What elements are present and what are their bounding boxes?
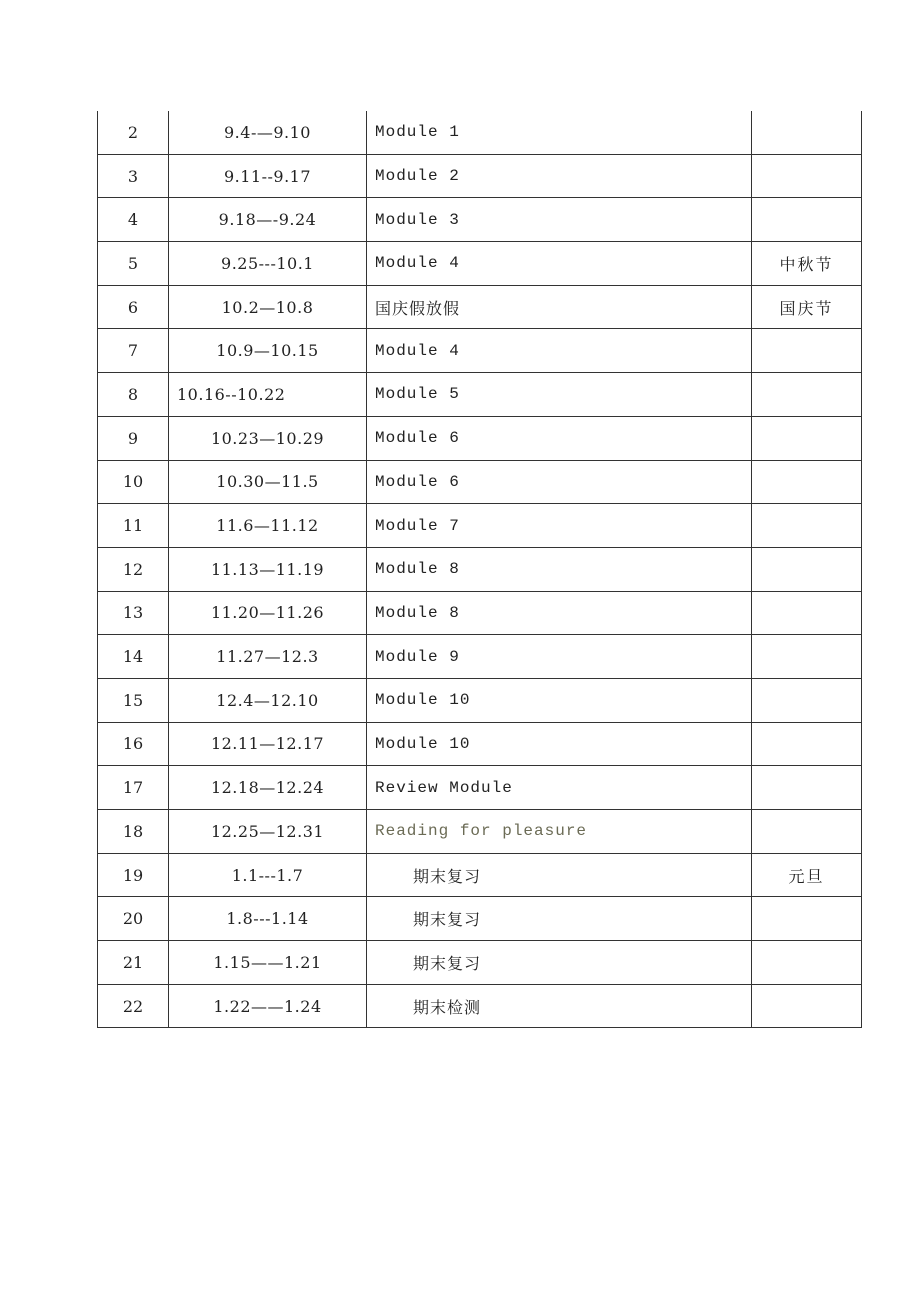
content-cell: Module 4: [367, 329, 752, 373]
content-cell: Module 6: [367, 460, 752, 504]
week-cell: 22: [98, 984, 169, 1028]
dates-cell: 9.25---10.1: [169, 242, 367, 286]
dates-cell: 9.11--9.17: [169, 154, 367, 198]
table-row: [98, 111, 862, 154]
content-cell: 期末检测: [367, 984, 752, 1028]
dates-cell: 1.22——1.24: [169, 984, 367, 1028]
content-cell: 期末复习: [367, 853, 752, 897]
note-cell: [752, 111, 862, 154]
week-cell: 8: [98, 373, 169, 417]
table-row: [98, 416, 862, 460]
table-row: [98, 460, 862, 504]
table-row: [98, 984, 862, 1028]
note-cell: [752, 373, 862, 417]
dates-cell: 1.1---1.7: [169, 853, 367, 897]
note-cell: [752, 941, 862, 985]
dates-cell: 12.18—12.24: [169, 766, 367, 810]
note-cell: [752, 198, 862, 242]
table-row: [98, 285, 862, 329]
note-cell: [752, 984, 862, 1028]
content-cell: 期末复习: [367, 941, 752, 985]
table-row: [98, 722, 862, 766]
note-cell: [752, 810, 862, 854]
table-row: [98, 242, 862, 286]
dates-cell: 10.2—10.8: [169, 285, 367, 329]
dates-cell: 9.18—-9.24: [169, 198, 367, 242]
week-cell: 4: [98, 198, 169, 242]
week-cell: 18: [98, 810, 169, 854]
content-cell: Review Module: [367, 766, 752, 810]
table-row: [98, 897, 862, 941]
week-cell: 19: [98, 853, 169, 897]
dates-cell: 11.13—11.19: [169, 547, 367, 591]
schedule-table: [97, 111, 862, 1028]
week-cell: 13: [98, 591, 169, 635]
content-cell: Module 3: [367, 198, 752, 242]
week-cell: 2: [98, 111, 169, 154]
week-cell: 16: [98, 722, 169, 766]
dates-cell: 10.30—11.5: [169, 460, 367, 504]
week-cell: 21: [98, 941, 169, 985]
note-cell: [752, 154, 862, 198]
note-cell: 元旦: [752, 853, 862, 897]
dates-cell: 11.20—11.26: [169, 591, 367, 635]
note-cell: [752, 416, 862, 460]
content-cell: Module 7: [367, 504, 752, 548]
note-cell: [752, 329, 862, 373]
dates-cell: 1.15——1.21: [169, 941, 367, 985]
week-cell: 3: [98, 154, 169, 198]
table-row: [98, 547, 862, 591]
content-cell: Module 4: [367, 242, 752, 286]
dates-cell: 12.11—12.17: [169, 722, 367, 766]
table-row: [98, 635, 862, 679]
note-cell: [752, 766, 862, 810]
content-cell: Module 1: [367, 111, 752, 154]
table-row: [98, 154, 862, 198]
week-cell: 20: [98, 897, 169, 941]
note-cell: [752, 678, 862, 722]
table-row: [98, 941, 862, 985]
table-row: [98, 591, 862, 635]
content-cell: 期末复习: [367, 897, 752, 941]
note-cell: [752, 722, 862, 766]
week-cell: 7: [98, 329, 169, 373]
content-cell: Module 10: [367, 678, 752, 722]
dates-cell: 12.25—12.31: [169, 810, 367, 854]
note-cell: 国庆节: [752, 285, 862, 329]
table-row: [98, 810, 862, 854]
content-cell: Module 8: [367, 547, 752, 591]
dates-cell: 11.27—12.3: [169, 635, 367, 679]
content-cell: Module 9: [367, 635, 752, 679]
table-row: [98, 198, 862, 242]
dates-cell: 10.9—10.15: [169, 329, 367, 373]
note-cell: [752, 460, 862, 504]
week-cell: 9: [98, 416, 169, 460]
week-cell: 12: [98, 547, 169, 591]
week-cell: 11: [98, 504, 169, 548]
note-cell: [752, 591, 862, 635]
table-row: [98, 329, 862, 373]
content-cell: 国庆假放假: [367, 285, 752, 329]
dates-cell: 10.23—10.29: [169, 416, 367, 460]
note-cell: [752, 635, 862, 679]
dates-cell: 1.8---1.14: [169, 897, 367, 941]
note-cell: [752, 504, 862, 548]
dates-cell: 11.6—11.12: [169, 504, 367, 548]
content-cell: Module 2: [367, 154, 752, 198]
table-row: [98, 678, 862, 722]
week-cell: 6: [98, 285, 169, 329]
note-cell: [752, 547, 862, 591]
table-row: [98, 853, 862, 897]
schedule-body: [98, 111, 862, 1028]
content-cell: Module 10: [367, 722, 752, 766]
note-cell: 中秋节: [752, 242, 862, 286]
week-cell: 17: [98, 766, 169, 810]
week-cell: 15: [98, 678, 169, 722]
week-cell: 14: [98, 635, 169, 679]
dates-cell: 12.4—12.10: [169, 678, 367, 722]
table-row: [98, 373, 862, 417]
content-cell: Module 5: [367, 373, 752, 417]
week-cell: 10: [98, 460, 169, 504]
note-cell: [752, 897, 862, 941]
dates-cell: 9.4-—9.10: [169, 111, 367, 154]
content-cell: Module 6: [367, 416, 752, 460]
content-cell: Reading for pleasure: [367, 810, 752, 854]
table-row: [98, 504, 862, 548]
dates-cell: 10.16--10.22: [169, 373, 367, 417]
week-cell: 5: [98, 242, 169, 286]
table-row: [98, 766, 862, 810]
content-cell: Module 8: [367, 591, 752, 635]
